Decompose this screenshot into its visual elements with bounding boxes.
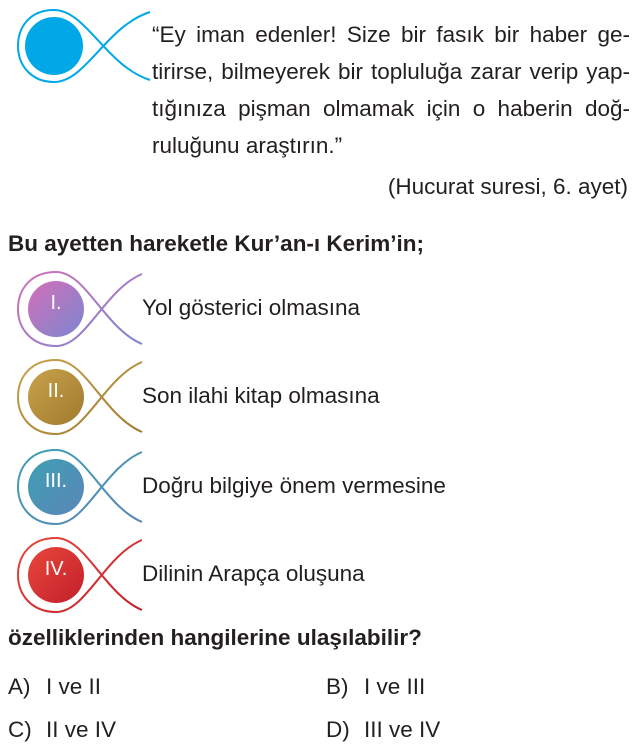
option-text: I ve III (364, 674, 426, 699)
option-text: II ve IV (46, 717, 117, 742)
statement-item-4 (14, 534, 614, 616)
statement-numeral: IV. (44, 558, 68, 580)
option-letter: B) (326, 674, 349, 699)
option-letter: A) (8, 674, 31, 699)
statement-text: Dilinin Arapça oluşuna (142, 561, 365, 586)
quote-line: tığınıza pişman olmamak için o haberin doğ- (152, 96, 630, 121)
statement-text: Son ilahi kitap olmasına (142, 383, 380, 408)
quote-line: “Ey iman edenler! Size bir fasık bir haber ge- (152, 22, 630, 47)
question-stem: Bu ayetten hareketle Kur’an-ı Kerim’in; (8, 231, 424, 256)
answer-option-d[interactable] (326, 717, 440, 743)
option-text: I ve II (46, 674, 102, 699)
statement-numeral: III. (44, 470, 68, 492)
quote-line: tirirse, bilmeyerek bir topluluğa zarar verip yap- (152, 59, 630, 84)
statement-numeral: I. (50, 292, 62, 314)
option-text: III ve IV (364, 717, 441, 742)
statement-text: Yol gösterici olmasına (142, 295, 361, 320)
option-letter: C) (8, 717, 32, 742)
quote-line: ruluğunu araştırın.” (152, 133, 343, 158)
statement-text: Doğru bilgiye önem vermesine (142, 473, 446, 498)
answer-option-b[interactable] (326, 674, 425, 700)
option-letter: D) (326, 717, 350, 742)
statement-item-2 (14, 356, 614, 438)
question-closing: özelliklerinden hangilerine ulaşılabilir? (8, 625, 422, 650)
quote-icon (14, 6, 152, 86)
statement-item-3 (14, 446, 614, 528)
statement-item-1 (14, 268, 614, 350)
answer-option-a[interactable] (8, 674, 101, 700)
verse-citation: (Hucurat suresi, 6. ayet) (387, 174, 628, 199)
statement-numeral: II. (47, 380, 65, 402)
answer-option-c[interactable] (8, 717, 116, 743)
